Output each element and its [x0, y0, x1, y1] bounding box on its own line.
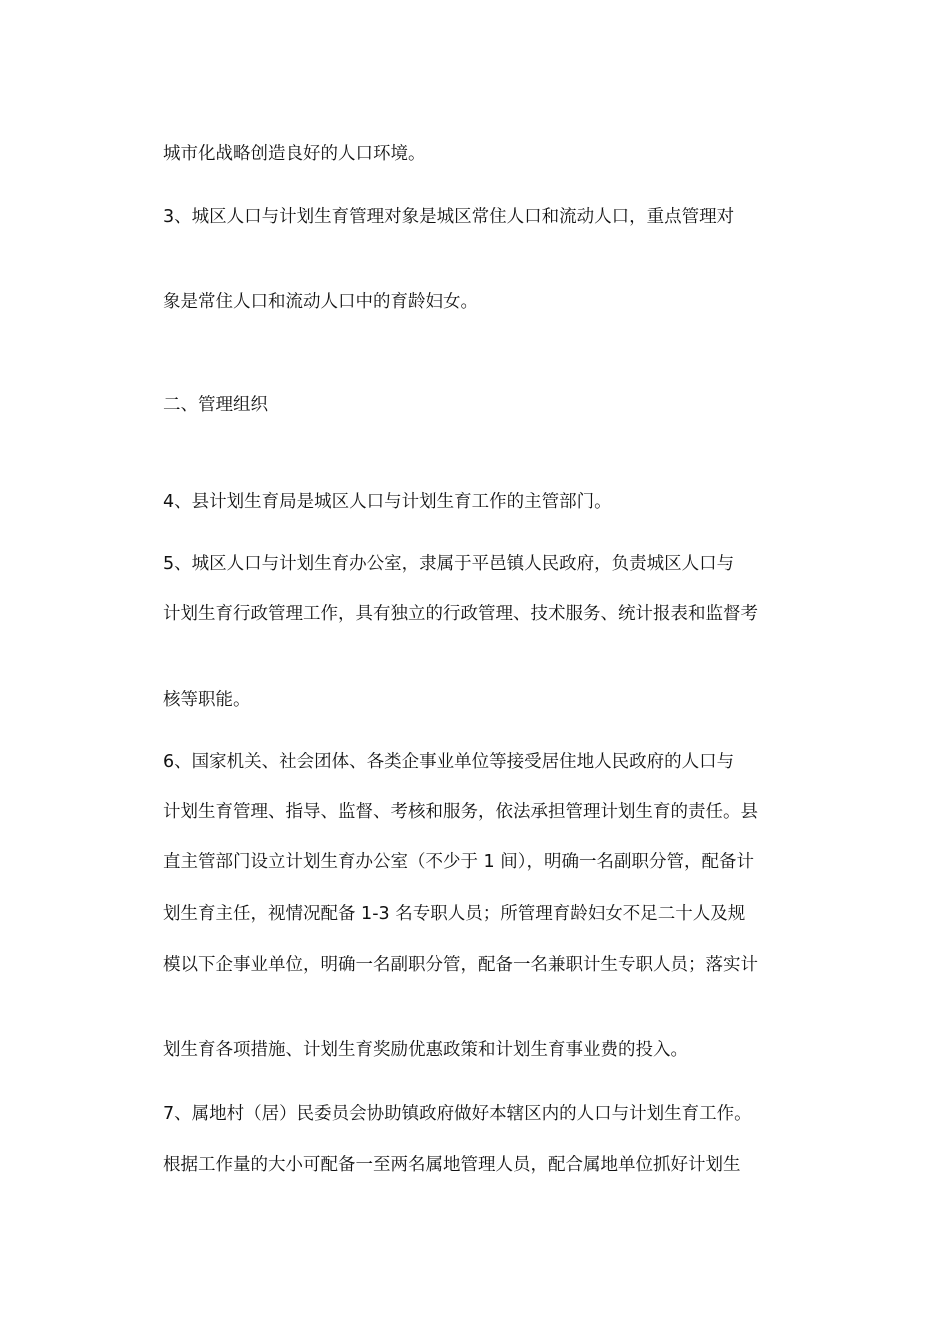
text-line: 4、县计划生育局是城区人口与计划生育工作的主管部门。 [163, 492, 612, 512]
text-line: 计划生育行政管理工作，具有独立的行政管理、技术服务、统计报表和监督考 [163, 604, 758, 624]
text-line: 3、城区人口与计划生育管理对象是城区常住人口和流动人口，重点管理对 [163, 207, 735, 227]
text-line: 划生育主任，视情况配备 1-3 名专职人员；所管理育龄妇女不足二十人及规 [163, 904, 746, 924]
text-line: 6、国家机关、社会团体、各类企事业单位等接受居住地人民政府的人口与 [163, 752, 735, 772]
text-line: 象是常住人口和流动人口中的育龄妇女。 [163, 292, 478, 312]
text-line: 7、属地村（居）民委员会协助镇政府做好本辖区内的人口与计划生育工作。 [163, 1104, 752, 1124]
text-line: 城市化战略创造良好的人口环境。 [163, 144, 426, 164]
text-line: 划生育各项措施、计划生育奖励优惠政策和计划生育事业费的投入。 [163, 1040, 688, 1060]
text-line: 5、城区人口与计划生育办公室，隶属于平邑镇人民政府，负责城区人口与 [163, 554, 735, 574]
text-line: 直主管部门设立计划生育办公室（不少于 1 间），明确一名副职分管，配备计 [163, 852, 755, 872]
section-heading: 二、管理组织 [163, 395, 268, 415]
text-line: 模以下企事业单位，明确一名副职分管，配备一名兼职计生专职人员；落实计 [163, 955, 758, 975]
text-line: 计划生育管理、指导、监督、考核和服务，依法承担管理计划生育的责任。县 [163, 802, 758, 822]
text-line: 核等职能。 [163, 690, 251, 710]
text-line: 根据工作量的大小可配备一至两名属地管理人员，配合属地单位抓好计划生 [163, 1155, 741, 1175]
